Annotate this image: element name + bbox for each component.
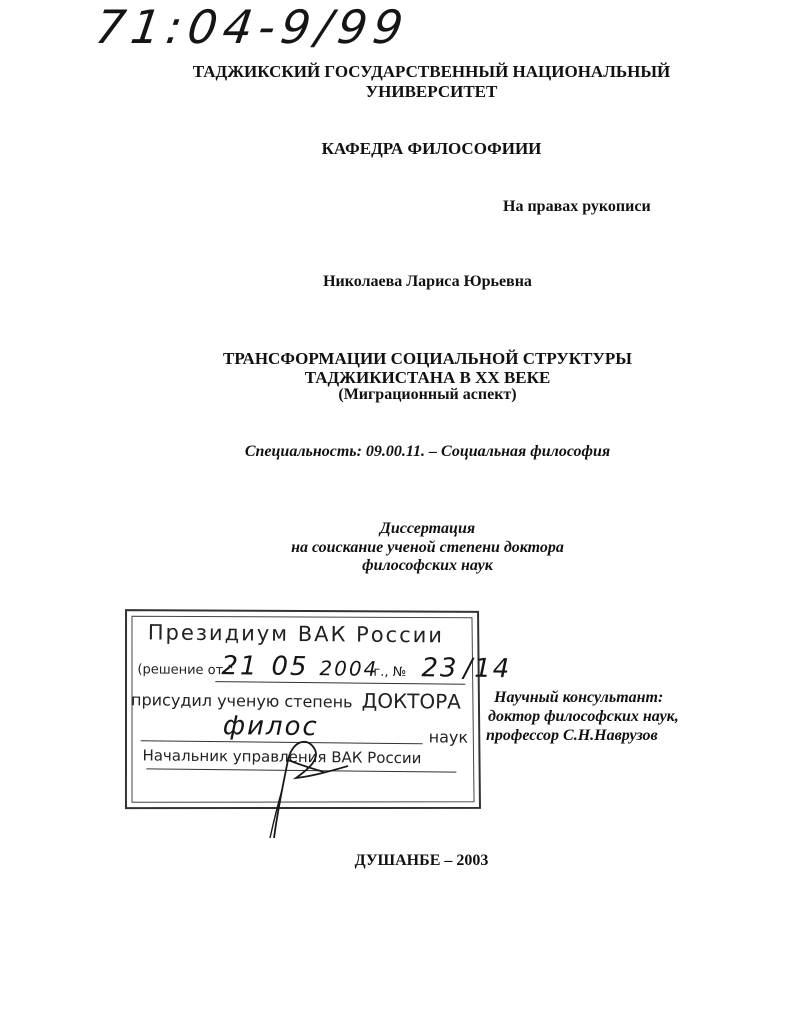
decision-prefix: (решение от " xyxy=(137,662,234,679)
stamp-footer: Начальник управления ВАК России xyxy=(142,746,422,768)
dissertation-label: Диссертация xyxy=(379,520,476,537)
consultant-degree: доктор философских наук, xyxy=(488,708,679,725)
department-name: КАФЕДРА ФИЛОСОФИИИ xyxy=(321,139,542,158)
city-year: ДУШАНБЕ – 2003 xyxy=(354,852,489,869)
consultant-title: Научный консультант: xyxy=(494,689,664,706)
dissertation-title-line1: ТРАНСФОРМАЦИИ СОЦИАЛЬНОЙ СТРУКТУРЫ xyxy=(223,349,632,368)
manuscript-note: На правах рукописи xyxy=(503,198,651,215)
field-handwritten: филос xyxy=(222,711,319,743)
dissertation-title-line2: ТАДЖИКИСТАНА В XX ВЕКЕ xyxy=(304,368,551,387)
decision-month: 05 xyxy=(271,651,309,683)
decision-number-suffix: /14 xyxy=(463,653,512,685)
field-suffix: наук xyxy=(428,727,469,747)
awarded-text: присудил ученую степень xyxy=(130,690,353,712)
decision-year-suffix: г., № xyxy=(373,664,407,681)
degree-pursuit: на соискание ученой степени доктора xyxy=(291,539,564,556)
decision-year: 2004 xyxy=(319,656,379,681)
specialty: Специальность: 09.00.11. – Социальная философия xyxy=(244,443,611,460)
degree-word: ДОКТОРА xyxy=(361,688,462,714)
handwritten-archive-code: 71:04-9/99 xyxy=(92,0,413,54)
decision-number: 23 xyxy=(421,653,459,684)
decision-day: 21 xyxy=(221,651,259,682)
degree-field: философских наук xyxy=(362,557,493,574)
university-name-line2: УНИВЕРСИТЕТ xyxy=(365,82,498,101)
stamp-header: Президиум ВАК России xyxy=(147,620,445,648)
university-name-line1: ТАДЖИКСКИЙ ГОСУДАРСТВЕННЫЙ НАЦИОНАЛЬНЫЙ xyxy=(192,62,671,81)
stamp-decision-line xyxy=(129,651,529,688)
signature xyxy=(244,720,394,840)
stamp-awarded-line xyxy=(131,686,481,714)
dissertation-subtitle: (Миграционный аспект) xyxy=(338,386,517,403)
consultant-name: профессор С.Н.Наврузов xyxy=(486,727,658,744)
author-name: Николаева Лариса Юрьевна xyxy=(323,273,532,290)
